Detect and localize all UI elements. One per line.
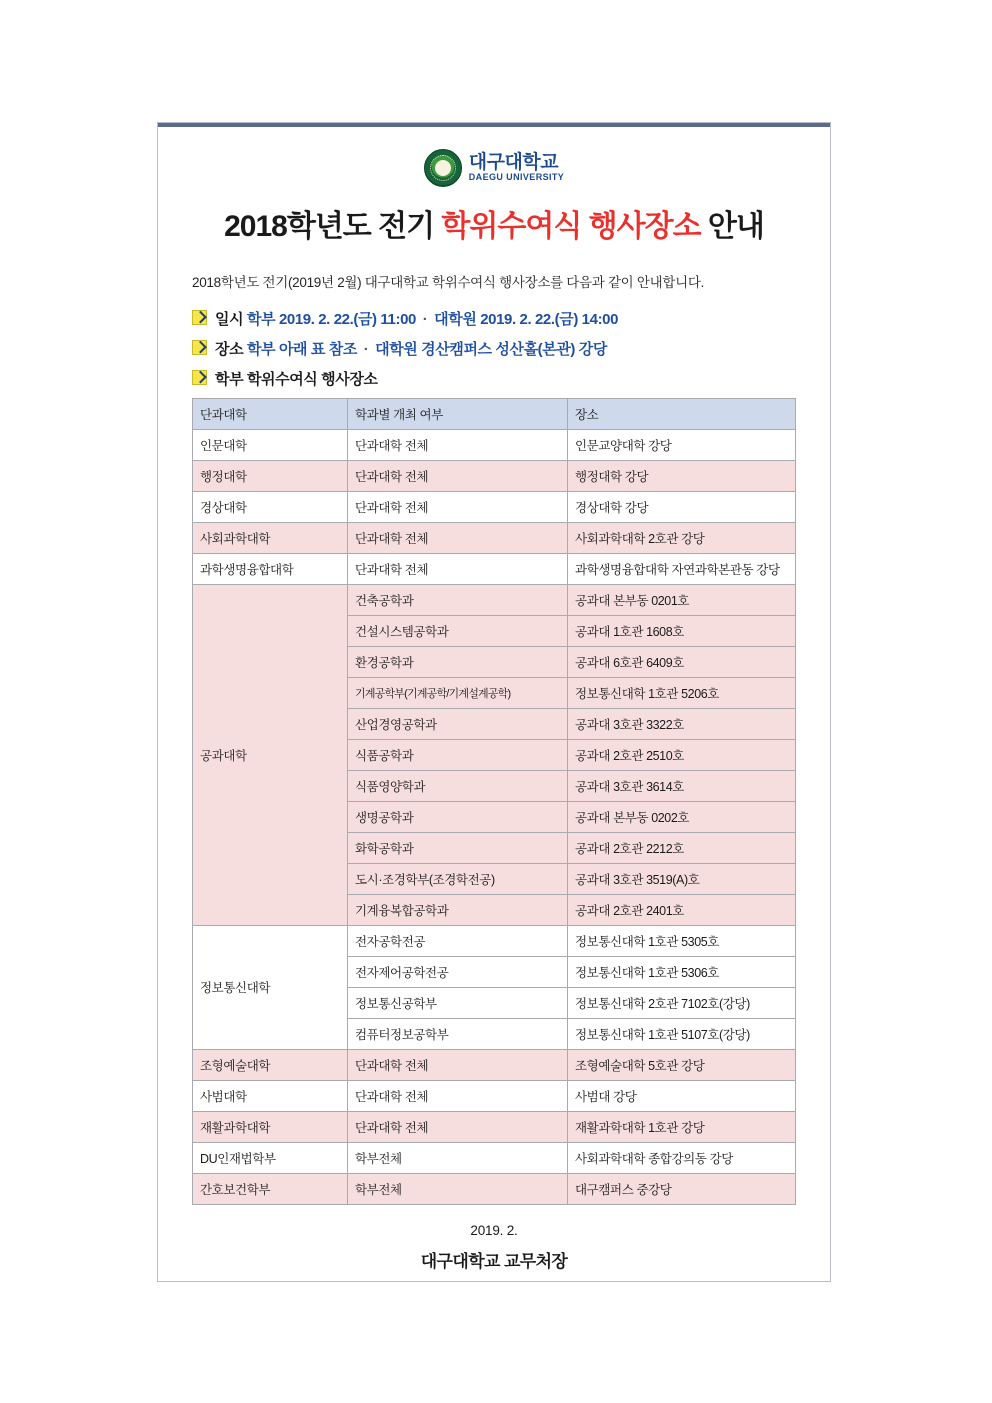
location-label: 장소 [215, 340, 244, 358]
arrow-bullet-icon [192, 340, 207, 355]
cell-department: 환경공학과 [348, 646, 568, 677]
title-part1: 2018학년도 전기 [224, 210, 442, 243]
cell-department: 기계공학부(기계공학/기계설계공학) [348, 677, 568, 708]
cell-college: 사회과학대학 [193, 522, 348, 553]
arrow-bullet-icon [192, 370, 207, 385]
cell-place: 공과대 본부동 0201호 [568, 584, 796, 615]
cell-college: 사범대학 [193, 1080, 348, 1111]
cell-college: 행정대학 [193, 460, 348, 491]
cell-place: 사회과학대학 종합강의동 강당 [568, 1142, 796, 1173]
header-place: 장소 [568, 398, 796, 429]
table-row [193, 1173, 796, 1204]
table-row [193, 522, 796, 553]
cell-department: 건설시스템공학과 [348, 615, 568, 646]
cell-college: 인문대학 [193, 429, 348, 460]
bullet-list [192, 308, 796, 389]
schedule-label: 일시 [215, 310, 244, 328]
cell-place: 행정대학 강당 [568, 460, 796, 491]
issue-date: 2019. 2. [470, 1222, 518, 1238]
cell-place: 공과대 1호관 1608호 [568, 615, 796, 646]
cell-college: 간호보건학부 [193, 1173, 348, 1204]
document-top-bar [158, 123, 830, 127]
table-row [193, 925, 796, 956]
cell-department: 화학공학과 [348, 832, 568, 863]
cell-department: 컴퓨터정보공학부 [348, 1018, 568, 1049]
cell-department: 단과대학 전체 [348, 522, 568, 553]
cell-department: 도시·조경학부(조경학전공) [348, 863, 568, 894]
location-grad-value: 경산캠퍼스 성산홀(본관) 강당 [421, 340, 607, 358]
cell-department: 식품영양학과 [348, 770, 568, 801]
cell-department: 전자제어공학전공 [348, 956, 568, 987]
cell-department: 정보통신공학부 [348, 987, 568, 1018]
cell-place: 공과대 2호관 2510호 [568, 739, 796, 770]
cell-place: 사회과학대학 2호관 강당 [568, 522, 796, 553]
cell-place: 과학생명융합대학 자연과학본관동 강당 [568, 553, 796, 584]
cell-department: 전자공학전공 [348, 925, 568, 956]
location-undergrad-value: 아래 표 참조 [278, 340, 357, 358]
cell-place: 정보통신대학 1호관 5305호 [568, 925, 796, 956]
cell-department: 생명공학과 [348, 801, 568, 832]
cell-department: 단과대학 전체 [348, 1111, 568, 1142]
cell-place: 정보통신대학 1호관 5107호(강당) [568, 1018, 796, 1049]
table-row [193, 1142, 796, 1173]
logo-name-ko: 대구대학교 [468, 152, 559, 174]
cell-college: DU인재법학부 [193, 1142, 348, 1173]
bullet-location [192, 338, 796, 359]
cell-place: 공과대 2호관 2401호 [568, 894, 796, 925]
schedule-undergrad-label: 학부 [246, 310, 276, 328]
cell-department: 단과대학 전체 [348, 1049, 568, 1080]
cell-place: 공과대 6호관 6409호 [568, 646, 796, 677]
cell-department: 건축공학과 [348, 584, 568, 615]
location-grad-label: 대학원 [375, 340, 418, 358]
daegu-university-emblem-icon [424, 149, 462, 187]
table-header-row [193, 398, 796, 429]
cell-college: 경상대학 [193, 491, 348, 522]
schedule-grad-value: 2019. 2. 22.(금) 14:00 [480, 310, 619, 328]
cell-department: 단과대학 전체 [348, 491, 568, 522]
page-title [192, 201, 796, 245]
table-row [193, 553, 796, 584]
table-row [193, 1111, 796, 1142]
arrow-bullet-icon [192, 310, 207, 325]
cell-place: 정보통신대학 1호관 5206호 [568, 677, 796, 708]
table-row [193, 491, 796, 522]
venue-table-body [193, 429, 796, 1204]
cell-department: 단과대학 전체 [348, 429, 568, 460]
university-logo [192, 149, 796, 187]
cell-place: 사범대 강당 [568, 1080, 796, 1111]
cell-college: 공과대학 [193, 584, 348, 925]
cell-department: 식품공학과 [348, 739, 568, 770]
intro-paragraph: 2018학년도 전기(2019년 2월) 대구대학교 학위수여식 행사장소를 다음과 같이 안내합니다. [192, 275, 705, 290]
signer-name: 대구대학교 교무처장 [420, 1251, 568, 1271]
bullet-schedule [192, 308, 796, 329]
cell-department: 학부전체 [348, 1173, 568, 1204]
cell-college: 조형예술대학 [193, 1049, 348, 1080]
table-row [193, 1049, 796, 1080]
cell-department: 단과대학 전체 [348, 460, 568, 491]
table-row [193, 584, 796, 615]
cell-place: 정보통신대학 2호관 7102호(강당) [568, 987, 796, 1018]
cell-department: 산업경영공학과 [348, 708, 568, 739]
schedule-grad-label: 대학원 [434, 310, 477, 328]
cell-place: 정보통신대학 1호관 5306호 [568, 956, 796, 987]
table-heading-label: 학부 학위수여식 행사장소 [215, 370, 378, 388]
bullet-table-heading [192, 368, 796, 389]
table-row [193, 460, 796, 491]
venue-table [192, 398, 796, 1205]
location-separator: · [363, 340, 369, 358]
venue-table-head [193, 398, 796, 429]
cell-place: 대구캠퍼스 중강당 [568, 1173, 796, 1204]
cell-department: 단과대학 전체 [348, 1080, 568, 1111]
cell-place: 공과대 3호관 3519(A)호 [568, 863, 796, 894]
cell-place: 공과대 3호관 3322호 [568, 708, 796, 739]
logo-name-en: DAEGU UNIVERSITY [468, 172, 565, 183]
cell-place: 조형예술대학 5호관 강당 [568, 1049, 796, 1080]
schedule-separator: · [422, 310, 428, 328]
cell-place: 인문교양대학 강당 [568, 429, 796, 460]
cell-college: 과학생명융합대학 [193, 553, 348, 584]
cell-department: 기계융복합공학과 [348, 894, 568, 925]
cell-place: 경상대학 강당 [568, 491, 796, 522]
notice-document [157, 122, 831, 1282]
table-row [193, 1080, 796, 1111]
cell-place: 공과대 2호관 2212호 [568, 832, 796, 863]
cell-college: 재활과학대학 [193, 1111, 348, 1142]
cell-place: 공과대 본부동 0202호 [568, 801, 796, 832]
header-department: 학과별 개최 여부 [348, 398, 568, 429]
schedule-undergrad-value: 2019. 2. 22.(금) 11:00 [278, 310, 416, 328]
header-college: 단과대학 [193, 398, 348, 429]
title-part2: 안내 [700, 210, 764, 243]
title-highlight: 학위수여식 행사장소 [441, 210, 701, 243]
logo-text-block [469, 153, 564, 182]
location-undergrad-label: 학부 [246, 340, 276, 358]
cell-place: 재활과학대학 1호관 강당 [568, 1111, 796, 1142]
cell-department: 학부전체 [348, 1142, 568, 1173]
cell-department: 단과대학 전체 [348, 553, 568, 584]
cell-place: 공과대 3호관 3614호 [568, 770, 796, 801]
table-row [193, 429, 796, 460]
cell-college: 정보통신대학 [193, 925, 348, 1049]
